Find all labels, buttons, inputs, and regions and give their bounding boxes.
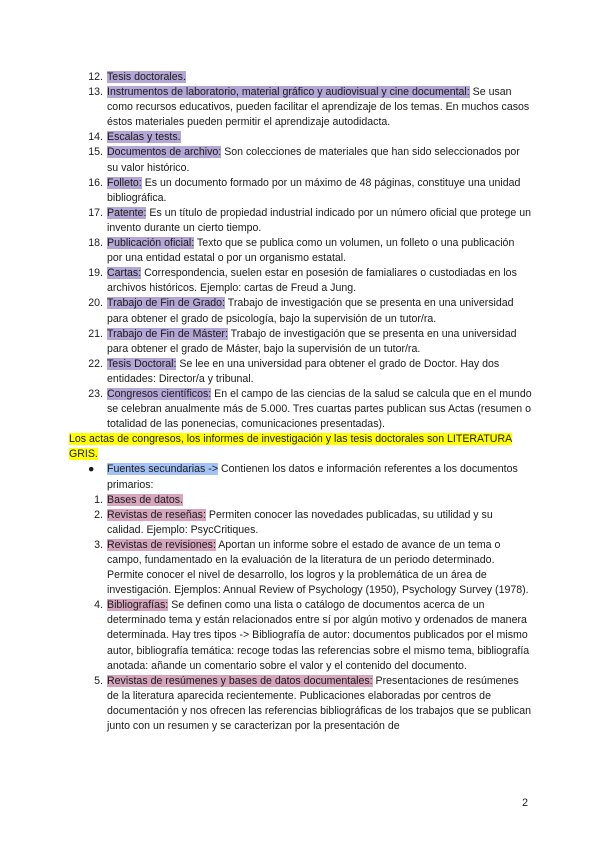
list-item-number: 21.	[88, 327, 103, 340]
list-item-term: Instrumentos de laboratorio, material gráfico y audiovisual y cine documental:	[107, 86, 470, 99]
list-item	[72, 85, 532, 130]
primary-sources-list	[72, 70, 532, 432]
list-item	[72, 236, 532, 266]
list-item-term: Revistas de revisiones:	[107, 538, 216, 551]
secondary-sources-list	[72, 493, 532, 735]
list-item	[72, 145, 532, 175]
list-item	[72, 598, 532, 673]
list-item-number: 15.	[88, 146, 103, 159]
list-item-description: Se definen como una lista o catálogo de documentos acerca de un determinado tema y están relacionados entre sí por algún motivo y ordenados de manera determinada. Hay tres tipos -> Bibliografía de autor: documentos publicados por el mismo autor, bibliografía temática: recoge todas las referencias sobre el mismo tema, bibliografía anotada: añande un comentario sobre el valor y el contenido del documento.	[107, 599, 530, 672]
bullet-description: Contienen los datos e información referentes a los documentos primarios:	[107, 463, 518, 491]
list-item-number: 23.	[88, 387, 103, 400]
list-item-term: Trabajo de Fin de Grado:	[107, 297, 225, 310]
page-number: 2	[522, 797, 528, 809]
bullet-icon: ●	[88, 463, 95, 476]
list-item	[72, 206, 532, 236]
list-item-description: Presentaciones de resúmenes de la literatura aparecida recientemente. Publicaciones elaboradas por centros de documentación y nos ofrecen las referencias bibliográficas de los trabajos que se publican junto con un resumen y se caracterizan por la presentación de	[107, 674, 531, 733]
list-item-description: Es un título de propiedad industrial indicado por un número oficial que protege un invento durante un cierto tiempo.	[107, 206, 532, 234]
list-item-number: 5.	[94, 674, 103, 687]
list-item	[72, 70, 532, 85]
list-item-number: 18.	[88, 237, 103, 250]
list-item-description: Permiten conocer las novedades publicadas, su utilidad y su calidad. Ejemplo: PsycCritiques.	[107, 508, 493, 536]
list-item	[72, 327, 532, 357]
list-item-number: 2.	[94, 508, 103, 521]
list-item-description: En el campo de las ciencias de la salud se calcula que en el mundo se celebran anualmente más de 5.000. Tres cuartas partes publican sus Actas (resumen o totalidad de las ponenecias, comunicaciones presentadas).	[107, 387, 532, 431]
list-item	[72, 296, 532, 326]
list-item-description: Aportan un informe sobre el estado de avance de un tema o campo, fundamentado en la evaluación de la literatura de un periodo determinado. Permite conocer el nivel de desarrollo, los logros y la problemática de un área de investigación. Ejemplos: Annual Review of Psychology (1950), Psychology Survey (1978).	[107, 538, 529, 597]
secondary-sources-bullet	[72, 462, 532, 492]
list-item-term: Folleto:	[107, 176, 142, 189]
list-item-term: Cartas:	[107, 267, 142, 280]
list-item-number: 1.	[94, 493, 103, 506]
list-item-description: Se usan como recursos educativos, pueden facilitar el aprendizaje de los temas. En muchos casos éstos materiales pueden permitir el aprendizaje autodidacta.	[107, 86, 530, 129]
list-item-description: Es un documento formado por un máximo de 48 páginas, constituye una unidad bibliográfica.	[107, 176, 521, 204]
list-item-term: Bibliografías:	[107, 599, 169, 612]
list-item-number: 12.	[88, 71, 103, 83]
list-item-number: 17.	[88, 206, 103, 219]
list-item-term: Tesis doctorales.	[107, 71, 186, 83]
list-item-description: Correspondencia, suelen estar en posesión de famialiares o custodiadas en los archivos históricos. Ejemplo: cartas de Freud a Jung.	[107, 267, 517, 295]
list-item	[72, 176, 532, 206]
list-item	[72, 357, 532, 387]
list-item	[72, 130, 532, 145]
grey-literature-note	[69, 432, 532, 462]
page-content	[69, 70, 532, 734]
list-item-term: Congresos científicos:	[107, 387, 212, 400]
list-item-description: Trabajo de investigación que se presenta en una universidad para obtener el grado de psicología, bajo la supervisión de un tutor/ra.	[107, 297, 514, 325]
list-item-term: Tesis Doctoral:	[107, 357, 177, 370]
list-item-number: 13.	[88, 86, 103, 99]
list-item-number: 3.	[94, 538, 103, 551]
list-item-description: Trabajo de investigación que se presenta en una universidad para obtener el grado de Máster, bajo la supervisión de un tutor/ra.	[107, 327, 517, 355]
list-item-term: Revistas de resúmenes y bases de datos documentales:	[107, 674, 373, 687]
list-item	[72, 266, 532, 296]
grey-literature-note-text: Los actas de congresos, los informes de investigación y las tesis doctorales son LITERATURA GRIS.	[69, 433, 513, 461]
list-item-description: Son colecciones de materiales que han sido seleccionados por su valor histórico.	[107, 146, 520, 174]
list-item-number: 20.	[88, 297, 103, 310]
list-item	[72, 387, 532, 432]
list-item	[72, 493, 532, 508]
list-item-term: Patente:	[107, 206, 147, 219]
list-item-number: 14.	[88, 131, 103, 144]
list-item-term: Trabajo de Fin de Máster:	[107, 327, 228, 340]
list-item-description: Se lee en una universidad para obtener el grado de Doctor. Hay dos entidades: Director/a y tribunal.	[107, 357, 500, 385]
list-item-number: 4.	[94, 599, 103, 612]
list-item-term: Escalas y tests.	[107, 131, 181, 144]
list-item	[72, 538, 532, 598]
list-item	[72, 674, 532, 734]
list-item-term: Documentos de archivo:	[107, 146, 222, 159]
list-item-number: 22.	[88, 357, 103, 370]
list-item-number: 16.	[88, 176, 103, 189]
list-item-description: Texto que se publica como un volumen, un folleto o una publicación por una entidad estatal o por un organismo estatal.	[107, 237, 515, 265]
list-item-term: Publicación oficial:	[107, 237, 195, 250]
list-item-term: Bases de datos.	[107, 493, 183, 506]
list-item-term: Revistas de reseñas:	[107, 508, 206, 521]
bullet-term: Fuentes secundarias ->	[107, 463, 219, 476]
list-item-number: 19.	[88, 267, 103, 280]
list-item	[72, 508, 532, 538]
